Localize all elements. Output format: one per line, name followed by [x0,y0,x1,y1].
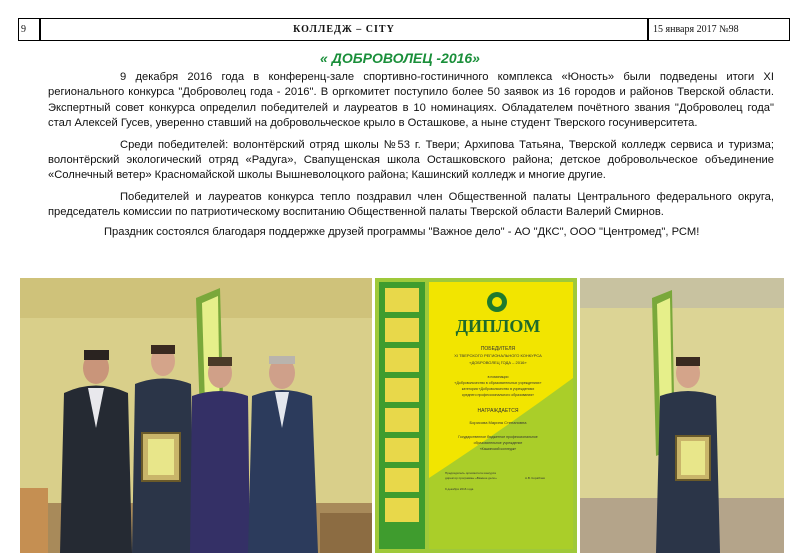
diploma-nomination-intro: в номинации [487,375,509,379]
diploma-signature-line: Председатель оргкомитета конкурса [445,471,496,475]
diploma-awarded-label: НАГРАЖДАЕТСЯ [477,408,519,414]
paragraph-winners: Среди победителей: волонтёрский отряд школы №53 г. Твери; Архипова Татьяна, Тверской колледж сервиса и туризма; волонтёрский экологический отряд «Радуга», Свапущенская школа Осташковского района; детское добровольческое объединение «Солнечный ветер» Красномайской школы Вышневолоцкого района; Кашинский колледж и многие другие. [48,138,774,182]
diploma-date: 9 декабря 2016 года [445,487,474,491]
section-title: КОЛЛЕДЖ – CITY [41,19,649,40]
paragraph-sponsors: Праздник состоялся благодаря поддержке друзей программы "Важное дело" - АО "ДКС", ООО "Центромед", РСМ! [104,225,700,238]
student-photo [580,278,784,553]
diploma-signature-name: А.В. Кораблев [525,476,545,480]
paragraph-congratulations: Победителей и лауреатов конкурса тепло поздравил член Общественной палаты Центрального федерального округа, председатель комиссии по патриотическому воспитанию Общественной палаты Тверской области Валерий Смирнов. [48,190,774,219]
article-body [48,70,774,240]
diploma-contest-name: «ДОБРОВОЛЕЦ ГОДА – 2016» [469,360,527,365]
article-title: « ДОБРОВОЛЕЦ -2016» [320,50,480,66]
diploma-category-2: среднего профессионального образования» [461,393,535,397]
group-photo [20,278,372,553]
diploma-nomination: «Добровольчество в образовательных учреждениях» [454,381,542,385]
diploma-image [375,278,577,553]
diploma-institution: Государственное бюджетное профессиональное [458,435,538,439]
diploma-awardee: Борисова Марина Степановна [469,420,527,425]
paragraph-intro: 9 декабря 2016 года в конференц-зале спортивно-гостиничного комплекса «Юность» были подведены итоги XI регионального конкурса "Доброволец года - 2016". В оргкомитет поступило более 50 заявок из 16 городов и районов Тверской области. Экспертный совет конкурса определил победителей и лауреатов в 10 номинациях. Обладателем почётного звания "Доброволец года" стал Алексей Гусев, уверенно ставший на добровольческое крыло в Осташкове, а ныне студент Тверского госуниверситета. [48,71,774,130]
diploma-winner-label: ПОБЕДИТЕЛЯ [480,346,516,352]
diploma-category: категория «Добровольчество в учреждениях [461,387,535,391]
page-header [18,18,790,41]
page-number: 9 [19,19,41,40]
diploma-institution-2: образовательное учреждение [473,441,523,445]
diploma-signature-line-2: директор программы «Важное дело» [445,476,497,480]
diploma-contest-line: XI ТВЕРСКОГО РЕГИОНАЛЬНОГО КОНКУРСА [454,353,542,358]
diploma-heading: ДИПЛОМ [455,316,541,336]
issue-date: 15 января 2017 №98 [653,24,739,35]
diploma-institution-3: «Кашинский колледж» [479,447,517,451]
